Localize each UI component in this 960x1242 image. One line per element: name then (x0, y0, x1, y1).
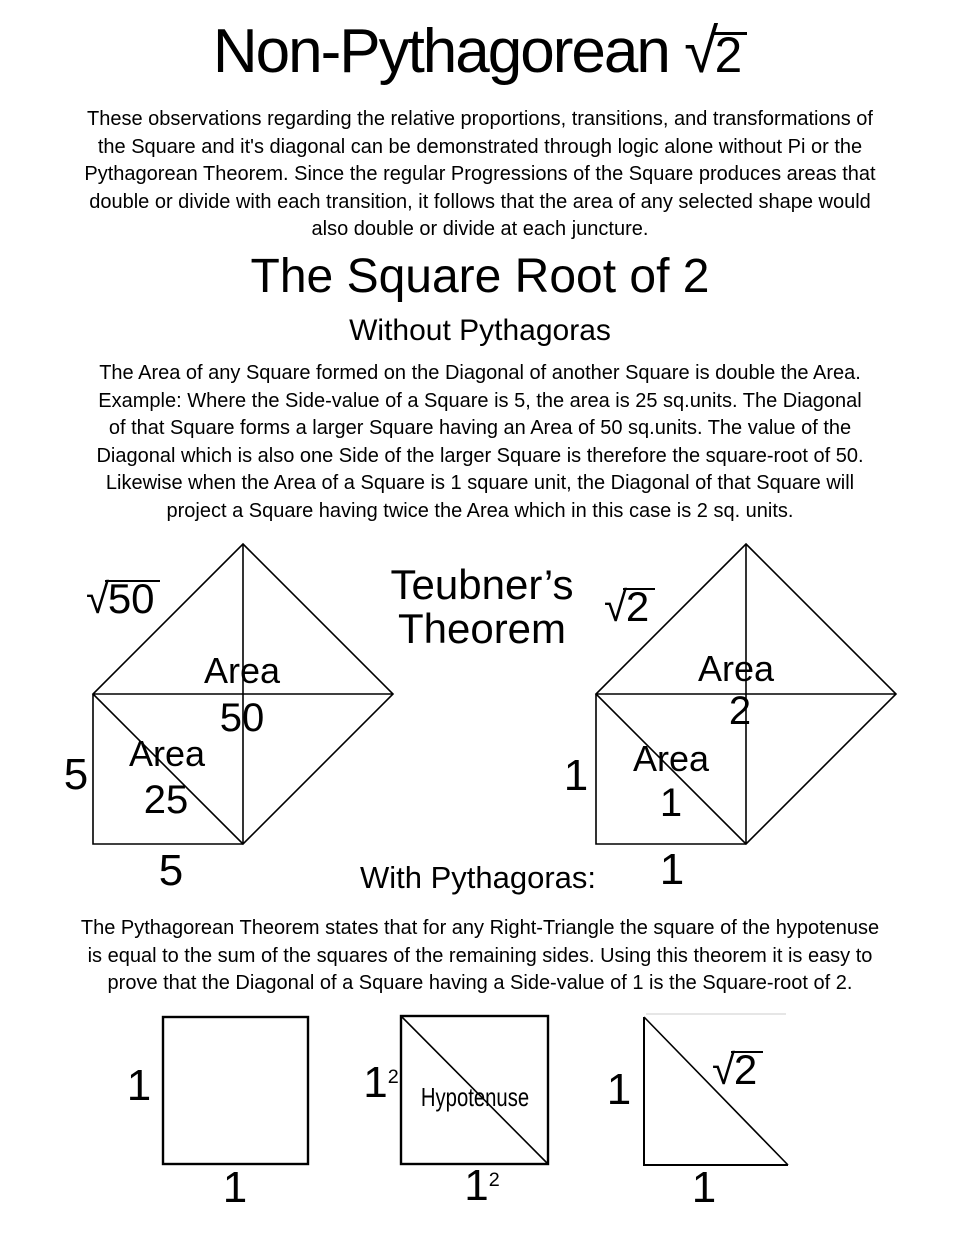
intro-line: Pythagorean Theorem. Since the regular Progressions of the Square produces areas that (84, 163, 876, 185)
with-pythagoras-label: With Pythagoras: (359, 860, 597, 895)
right-large-area-word: Area (697, 648, 775, 689)
hypotenuse-label: Hypotenuse (420, 1082, 530, 1112)
squared-square-left-label: $1^2$ (363, 1058, 399, 1107)
triangle-left-label: 1 (606, 1065, 632, 1114)
right-small-area-value: 1 (659, 781, 683, 825)
squared-square-bottom-label: $1^2$ (464, 1161, 500, 1210)
unit-square-bottom-label: 1 (222, 1163, 248, 1212)
pythagoras-line: The Pythagorean Theorem states that for any Right-Triangle the square of the hypotenuse (80, 917, 880, 939)
page-title-text: Non-Pythagorean (212, 17, 669, 86)
radical-sign-icon: √ (684, 17, 717, 86)
explainer-line: Likewise when the Area of a Square is 1 square unit, the Diagonal of that Square will (105, 472, 855, 494)
triangle-bottom-label: 1 (691, 1163, 717, 1212)
left-small-area-value: 25 (143, 778, 189, 822)
pythagoras-paragraph (0, 915, 960, 998)
right-side-bottom-label: 1 (659, 845, 685, 894)
section-subheading: Without Pythagoras (349, 314, 611, 347)
triangle-sqrt2-label: √2 (712, 1049, 763, 1091)
explainer-line: Diagonal which is also one Side of the larger Square is therefore the square-root of 50. (96, 444, 864, 467)
right-large-area-value: 2 (728, 689, 752, 733)
intro-line: the Square and it's diagonal can be demonstrated through logic alone without Pi or the (97, 135, 863, 158)
radical-sign-icon: √ (86, 575, 110, 622)
right-side-left-label: 1 (563, 751, 589, 800)
left-side-bottom-label: 5 (158, 846, 184, 895)
radical-sign-icon: √ (604, 583, 628, 630)
left-large-area-word: Area (203, 650, 281, 691)
left-large-area-value: 50 (219, 696, 265, 740)
left-figure-sqrt50-label: √50 (86, 578, 160, 620)
right-small-area-word: Area (632, 738, 710, 779)
left-small-area-word: Area (128, 733, 206, 774)
title-radicand: 2 (712, 32, 748, 75)
left-side-left-label: 5 (63, 750, 89, 799)
explainer-line: of that Square forms a larger Square having an Area of 50 sq.units. The value of the (108, 417, 852, 439)
exponent: 2 (387, 1065, 399, 1088)
explainer-line: Example: Where the Side-value of a Square is 5, the area is 25 sq.units. The Diagonal (98, 389, 862, 412)
explainer-line: The Area of any Square formed on the Diagonal of another Square is double the Area. (99, 362, 861, 384)
pythagoras-line: prove that the Diagonal of a Square having a Side-value of 1 is the Square-root of 2. (107, 972, 853, 994)
teubners-theorem-caption: Teubner’s Theorem (390, 561, 574, 652)
intro-line: These observations regarding the relative proportions, transitions, and transformations of (87, 108, 873, 130)
right-figure-sqrt2-label: √2 (604, 586, 655, 628)
unit-square-left-label: 1 (126, 1061, 152, 1110)
exponent: 2 (488, 1168, 500, 1191)
intro-line: also double or divide at each juncture. (311, 218, 649, 240)
explainer-line: project a Square having twice the Area which in this case is 2 sq. units. (166, 499, 794, 522)
pythagoras-line: is equal to the sum of the squares of the remaining sides. Using this theorem it is easy to (87, 944, 873, 967)
intro-line: double or divide with each transition, it follows that the area of any selected shape would (89, 190, 871, 213)
unit-square (163, 1017, 308, 1164)
section-heading: The Square Root of 2 (250, 250, 710, 303)
radical-sign-icon: √ (712, 1046, 736, 1093)
